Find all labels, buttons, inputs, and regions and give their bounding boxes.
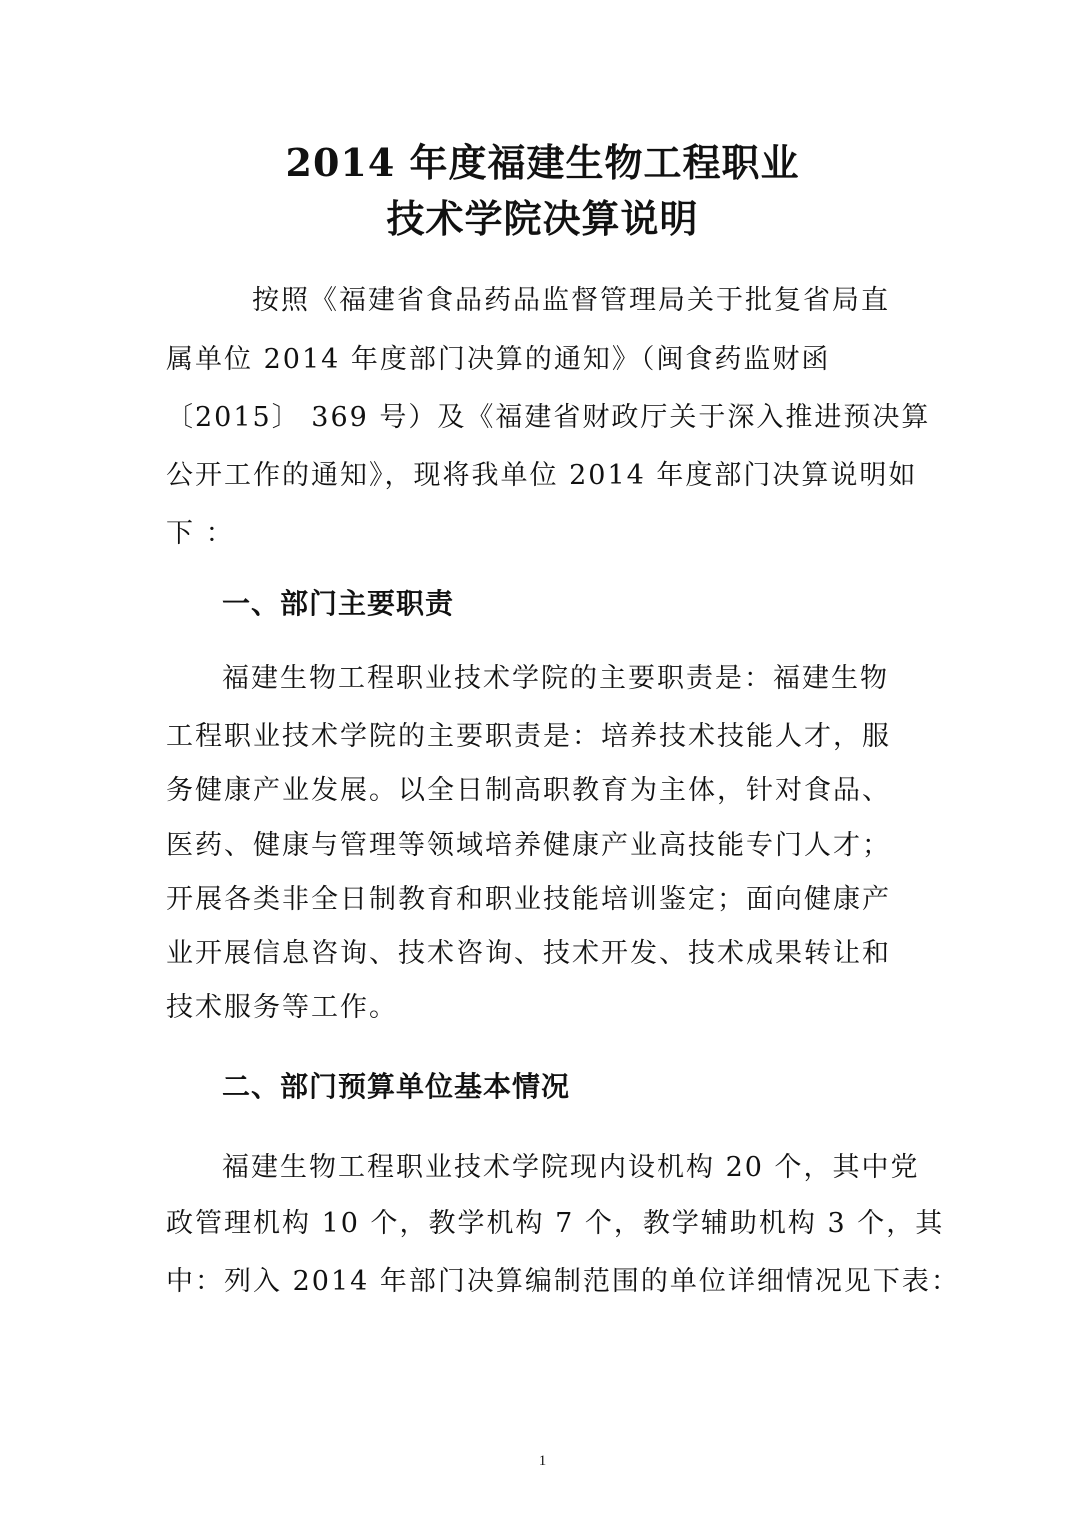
intro-line-5: 下 ： bbox=[166, 518, 235, 549]
page-number: 1 bbox=[538, 1453, 547, 1469]
section-1-line-4: 医药、健康与管理等领域培养健康产业高技能专门人才； bbox=[166, 830, 891, 861]
section-1-line-7: 技术服务等工作。 bbox=[166, 992, 398, 1023]
intro-line-2: 属单位 2014 年度部门决算的通知》（闽食药监财函 bbox=[166, 344, 831, 375]
section-2-line-3: 中：列入 2014 年部门决算编制范围的单位详细情况见下表： bbox=[166, 1266, 960, 1297]
section-2-heading: 二、部门预算单位基本情况 bbox=[222, 1070, 571, 1103]
section-2-line-2: 政管理机构 10 个，教学机构 7 个，教学辅助机构 3 个，其 bbox=[166, 1208, 945, 1239]
intro-line-3: 〔2015〕 369 号）及《福建省财政厅关于深入推进预决算 bbox=[166, 402, 931, 433]
intro-line-4: 公开工作的通知》，现将我单位 2014 年度部门决算说明如 bbox=[166, 460, 918, 491]
document-title-line-2: 技术学院决算说明 bbox=[386, 196, 699, 241]
section-1-line-1: 福建生物工程职业技术学院的主要职责是：福建生物 bbox=[222, 663, 889, 694]
section-1-line-2: 工程职业技术学院的主要职责是：培养技术技能人才，服 bbox=[166, 721, 891, 752]
section-1-line-5: 开展各类非全日制教育和职业技能培训鉴定；面向健康产 bbox=[166, 884, 891, 915]
intro-line-1: 按照《福建省食品药品监督管理局关于批复省局直 bbox=[252, 285, 890, 316]
section-2-line-1: 福建生物工程职业技术学院现内设机构 20 个，其中党 bbox=[222, 1152, 920, 1183]
section-1-line-6: 业开展信息咨询、技术咨询、技术开发、技术成果转让和 bbox=[166, 938, 891, 969]
document-title-line-1: 2014 年度福建生物工程职业 bbox=[285, 140, 800, 185]
section-1-line-3: 务健康产业发展。以全日制高职教育为主体，针对食品、 bbox=[166, 775, 891, 806]
section-1-heading: 一、部门主要职责 bbox=[222, 587, 455, 620]
